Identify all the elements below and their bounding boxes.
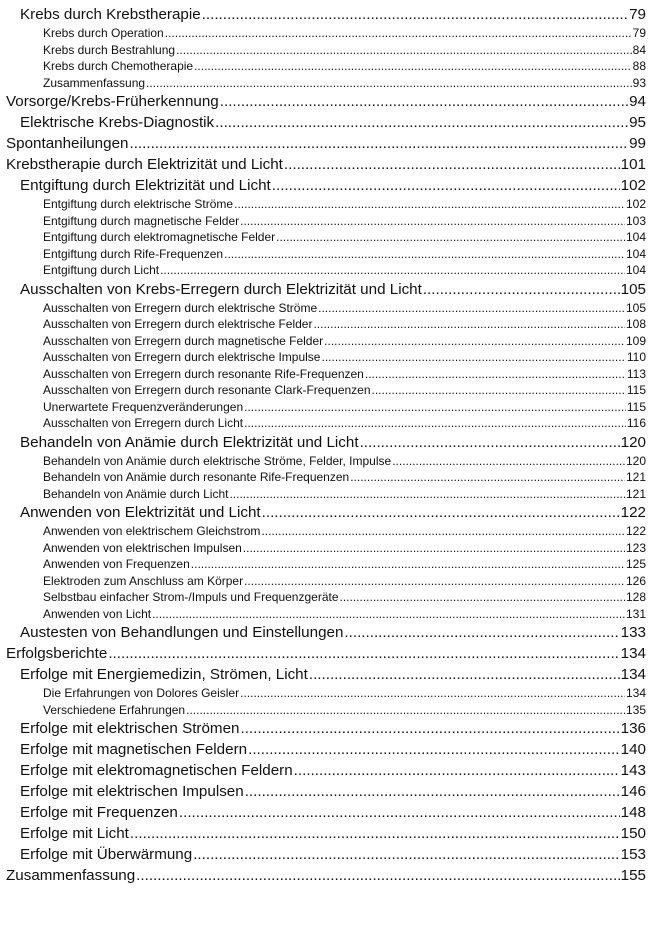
dot-leader [261,523,625,540]
toc-entry[interactable] [6,802,646,823]
dot-leader [160,262,625,279]
dot-leader [313,316,625,333]
toc-entry-page: 133 [620,624,646,641]
toc-entry-page: 115 [626,383,646,397]
dot-leader [350,469,625,486]
dot-leader [108,643,619,664]
toc-entry[interactable] [6,739,646,760]
toc-entry-page: 122 [620,504,646,521]
toc-entry[interactable] [6,573,646,590]
toc-entry[interactable] [6,246,646,263]
toc-entry-page: 88 [632,59,646,73]
dot-leader [318,300,625,317]
toc-entry-title: Anwenden von Frequenzen [43,557,190,571]
toc-entry-page: 136 [620,720,646,737]
dot-leader [146,75,632,92]
toc-entry-title: Elektrische Krebs-Diagnostik [20,114,215,131]
toc-entry-page: 94 [629,93,646,110]
toc-entry[interactable] [6,154,646,175]
toc-entry[interactable] [6,4,646,25]
toc-entry-title: Anwenden von elektrischem Gleichstrom [43,524,261,538]
dot-leader [372,382,626,399]
toc-entry[interactable] [6,133,646,154]
toc-entry-page: 95 [629,114,646,131]
toc-entry-page: 135 [625,702,646,717]
toc-entry-title: Anwenden von elektrischen Impulsen [43,540,242,555]
dot-leader [152,606,625,623]
toc-entry[interactable] [6,91,646,112]
dot-leader [244,573,625,590]
toc-entry[interactable] [6,300,646,317]
toc-entry[interactable] [6,453,646,470]
toc-entry-page: 105 [620,280,646,298]
dot-leader [244,415,626,432]
toc-entry-page: 101 [620,156,646,173]
dot-leader [344,622,619,643]
toc-entry[interactable] [6,175,646,196]
dot-leader [321,349,625,366]
toc-entry-page: 123 [625,540,646,555]
dot-leader [294,760,620,781]
dot-leader [215,112,628,133]
toc-entry[interactable] [6,58,646,75]
dot-leader [272,175,620,196]
dot-leader [234,196,625,213]
dot-leader [324,333,625,350]
dot-leader [224,246,625,263]
toc-entry-title: Erfolge mit elektrischen Strömen [20,720,240,737]
toc-entry[interactable] [6,718,646,739]
toc-entry-page: 121 [625,470,646,484]
toc-entry-title: Selbstbau einfacher Strom-/Impuls und Frequenzgeräte [43,590,339,604]
dot-leader [365,366,626,383]
toc-entry-page: 108 [625,317,646,331]
toc-entry-page: 79 [629,6,646,23]
dot-leader [193,844,619,865]
toc-entry-page: 125 [625,557,646,571]
toc-entry-title: Krebstherapie durch Elektrizität und Licht [6,156,283,173]
toc-entry-title: Ausschalten von Erregern durch resonante Rife-Frequenzen [43,366,364,381]
toc-entry-title: Entgiftung durch Rife-Frequenzen [43,246,224,261]
toc-entry[interactable] [6,316,646,333]
toc-entry-title: Ausschalten von Erregern durch resonante Clark-Frequenzen [43,383,371,397]
toc-entry-page: 148 [620,804,646,821]
toc-entry[interactable] [6,702,646,719]
dot-leader [179,802,620,823]
toc-entry-title: Entgiftung durch elektromagnetische Felder [43,230,276,244]
toc-entry-page: 102 [620,177,646,194]
toc-entry-page: 113 [626,366,646,381]
toc-entry-title: Behandeln von Anämie durch elektrische Ströme, Felder, Impulse [43,453,392,468]
toc-entry-page: 103 [625,213,646,228]
dot-leader [130,823,620,844]
dot-leader [186,702,625,719]
toc-entry[interactable] [6,844,646,865]
dot-leader [240,685,625,702]
dot-leader [284,154,620,175]
toc-entry-page: 109 [625,333,646,348]
dot-leader [176,42,632,59]
dot-leader [240,718,619,739]
dot-leader [340,589,625,606]
toc-entry[interactable] [6,540,646,557]
toc-entry-title: Erfolge mit Überwärmung [20,846,193,863]
toc-entry-title: Spontanheilungen [6,135,129,152]
dot-leader [191,556,625,573]
toc-entry[interactable] [6,415,646,432]
toc-entry-page: 134 [620,645,646,662]
toc-entry[interactable] [6,399,646,416]
toc-entry-title: Entgiftung durch Elektrizität und Licht [20,177,271,194]
toc-entry-title: Ausschalten von Krebs-Erregern durch Elektrizität und Licht [20,280,422,298]
dot-leader [245,781,620,802]
toc-entry[interactable] [6,196,646,213]
toc-entry-page: 121 [625,486,646,501]
dot-leader [244,399,626,416]
toc-entry-title: Erfolge mit elektromagnetischen Feldern [20,762,293,779]
toc-entry[interactable] [6,523,646,540]
toc-entry[interactable] [6,366,646,383]
toc-entry-page: 120 [625,453,646,468]
toc-entry-page: 143 [620,762,646,779]
toc-entry-page: 155 [620,867,646,884]
toc-entry-page: 150 [620,825,646,842]
toc-entry-title: Ausschalten von Erregern durch Licht [43,416,244,430]
toc-entry-page: 104 [625,246,646,261]
toc-entry-title: Die Erfahrungen von Dolores Geisler [43,686,240,700]
toc-entry-page: 122 [625,524,646,538]
toc-entry-page: 102 [625,197,646,211]
toc-entry[interactable] [6,664,646,685]
toc-entry-title: Ausschalten von Erregern durch magnetische Felder [43,333,324,348]
toc-entry-title: Entgiftung durch elektrische Ströme [43,197,234,211]
toc-entry-title: Entgiftung durch Licht [43,263,160,277]
toc-entry-page: 104 [625,263,646,277]
dot-leader [202,4,628,25]
toc-entry-title: Anwenden von Elektrizität und Licht [20,504,261,521]
toc-entry-title: Krebs durch Bestrahlung [43,42,176,57]
toc-entry[interactable] [6,486,646,503]
toc-entry-page: 93 [632,75,646,90]
toc-entry[interactable] [6,643,646,664]
toc-entry-page: 120 [620,433,646,451]
toc-entry[interactable] [6,213,646,230]
toc-entry-title: Krebs durch Krebstherapie [20,6,201,23]
toc-entry-title: Erfolge mit Licht [20,825,129,842]
dot-leader [194,58,632,75]
dot-leader [136,865,620,886]
dot-leader [262,502,620,523]
toc-entry-title: Krebs durch Operation [43,26,164,40]
dot-leader [243,540,625,557]
toc-entry-page: 126 [625,573,646,588]
toc-entry[interactable] [6,75,646,92]
toc-entry[interactable] [6,502,646,523]
toc-entry-page: 110 [626,350,646,364]
toc-entry-title: Erfolge mit elektrischen Impulsen [20,783,244,800]
toc-entry[interactable] [6,333,646,350]
toc-entry[interactable] [6,469,646,486]
toc-entry-page: 99 [629,135,646,152]
toc-entry[interactable] [6,25,646,42]
toc-entry-page: 104 [625,230,646,244]
toc-entry[interactable] [6,622,646,643]
toc-entry[interactable] [6,432,646,453]
toc-entry-title: Zusammenfassung [43,75,146,90]
toc-entry-page: 146 [620,783,646,800]
toc-entry[interactable] [6,823,646,844]
toc-entry-title: Anwenden von Licht [43,606,152,621]
toc-entry[interactable] [6,279,646,300]
toc-entry[interactable] [6,589,646,606]
dot-leader [276,229,625,246]
toc-entry-title: Erfolge mit magnetischen Feldern [20,741,248,758]
dot-leader [240,213,625,230]
toc-entry-title: Behandeln von Anämie durch Licht [43,486,229,501]
toc-entry-title: Krebs durch Chemotherapie [43,59,194,73]
toc-entry-title: Ausschalten von Erregern durch elektrische Felder [43,317,313,331]
toc-entry[interactable] [6,262,646,279]
dot-leader [360,432,620,453]
toc-entry[interactable] [6,382,646,399]
toc-entry-page: 115 [626,399,646,414]
toc-entry-page: 84 [632,42,646,57]
toc-entry-title: Erfolge mit Frequenzen [20,804,178,821]
toc-entry-page: 116 [626,416,646,430]
toc-entry-page: 131 [625,606,646,621]
toc-entry-title: Ausschalten von Erregern durch elektrische Impulse [43,350,321,364]
toc-entry-title: Vorsorge/Krebs-Früherkennung [6,93,219,110]
toc-entry-page: 140 [620,741,646,758]
toc-entry-title: Erfolge mit Energiemedizin, Strömen, Licht [20,666,308,683]
toc-entry-page: 79 [632,26,646,40]
toc-entry[interactable] [6,606,646,623]
toc-entry-page: 153 [620,846,646,863]
dot-leader [392,453,625,470]
dot-leader [220,91,628,112]
dot-leader [129,133,628,154]
toc-entry[interactable] [6,349,646,366]
toc-entry[interactable] [6,760,646,781]
toc-entry[interactable] [6,229,646,246]
toc-entry-title: Behandeln von Anämie durch Elektrizität und Licht [20,433,359,451]
toc-entry[interactable] [6,685,646,702]
toc-entry-title: Ausschalten von Erregern durch elektrische Ströme [43,300,318,315]
toc-entry-page: 134 [625,686,646,700]
dot-leader [309,664,620,685]
toc-entry[interactable] [6,865,646,886]
toc-entry-title: Behandeln von Anämie durch resonante Rife-Frequenzen [43,470,350,484]
toc-entry-title: Entgiftung durch magnetische Felder [43,213,240,228]
toc-entry-title: Verschiedene Erfahrungen [43,702,186,717]
toc-entry[interactable] [6,42,646,59]
toc-entry-page: 105 [625,300,646,315]
dot-leader [248,739,620,760]
toc-entry-page: 134 [620,666,646,683]
toc-entry[interactable] [6,112,646,133]
toc-entry[interactable] [6,556,646,573]
toc-entry-title: Unerwartete Frequenzveränderungen [43,399,244,414]
toc-entry-page: 128 [625,590,646,604]
dot-leader [229,486,625,503]
toc-entry-title: Elektroden zum Anschluss am Körper [43,573,244,588]
dot-leader [423,279,620,300]
toc-entry[interactable] [6,781,646,802]
dot-leader [165,25,632,42]
toc-entry-title: Austesten von Behandlungen und Einstellungen [20,624,344,641]
toc-entry-title: Erfolgsberichte [6,645,108,662]
toc-entry-title: Zusammenfassung [6,867,136,884]
